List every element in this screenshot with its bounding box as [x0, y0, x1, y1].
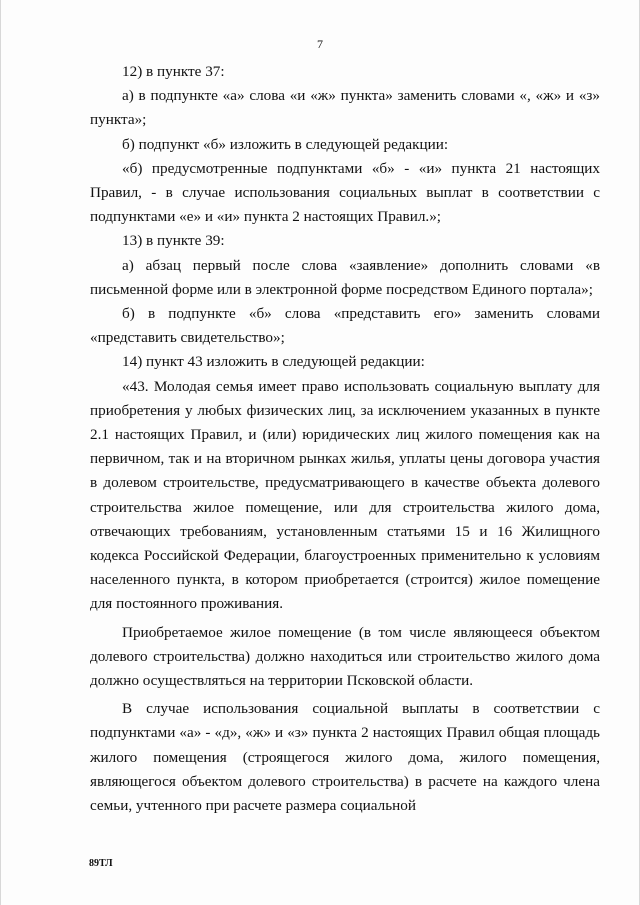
paragraph-subitem-12a: а) в подпункте «а» слова «и «ж» пункта» заменить словами «, «ж» и «з» пункта»; [90, 87, 600, 129]
paragraph-point-43: «43. Молодая семья имеет право использовать социальную выплату для приобретения у любых физических лиц, за исключением указанных в пункте 2.1 настоящих Правил, и (или) юридических лиц жилого помещения как на первичном, так и на вторичном рынках жилья, уплаты цены договора участия в долевом строительстве, предусматривающего в качестве объекта долевого строительства жилое помещение, или для строительства жилого дома, отвечающих требованиям, установленным статьями 15 и 16 Жилищного кодекса Российской Федерации, благоустроенных применительно к условиям населенного пункта, в котором приобретается (строится) жилое помещение для постоянного проживания. [90, 377, 600, 613]
paragraph-area-requirement: В случае использования социальной выплаты в соответствии с подпунктами «а» - «д», «ж» и «з» пункта 2 настоящих Правил общая площадь жилого помещения (строящегося жилого дома, жилого помещения, являющегося объектом долевого строительства) в расчете на каждого члена семьи, учтенного при расчете размера социальной [90, 700, 600, 815]
paragraph-item-14: 14) пункт 43 изложить в следующей редакции: [122, 353, 425, 371]
page-number: 7 [317, 37, 323, 51]
paragraph-item-13: 13) в пункте 39: [122, 232, 225, 250]
paragraph-location-requirement: Приобретаемое жилое помещение (в том числе являющееся объектом долевого строительства) должно находиться или строительство жилого дома должно осуществляться на территории Псковской области. [90, 623, 600, 690]
paragraph-item-12: 12) в пункте 37: [122, 63, 225, 80]
paragraph-subitem-12b: б) подпункт «б» изложить в следующей редакции: [122, 135, 449, 153]
paragraph-subitem-13a: а) абзац первый после слова «заявление» дополнить словами «в письменной форме или в электронной форме посредством Единого портала»; [90, 256, 600, 298]
document-body [90, 60, 600, 818]
paragraph-quoted-b: «б) предусмотренные подпунктами «б» - «и» пункта 21 настоящих Правил, - в случае использования социальных выплат в соответствии с подпунктами «е» и «и» пункта 2 настоящих Правил.»; [90, 159, 600, 226]
footer-document-code: 89ТЛ [89, 858, 113, 869]
paragraph-subitem-13b: б) в подпункте «б» слова «представить его» заменить словами «представить свидетельство»; [90, 305, 600, 347]
